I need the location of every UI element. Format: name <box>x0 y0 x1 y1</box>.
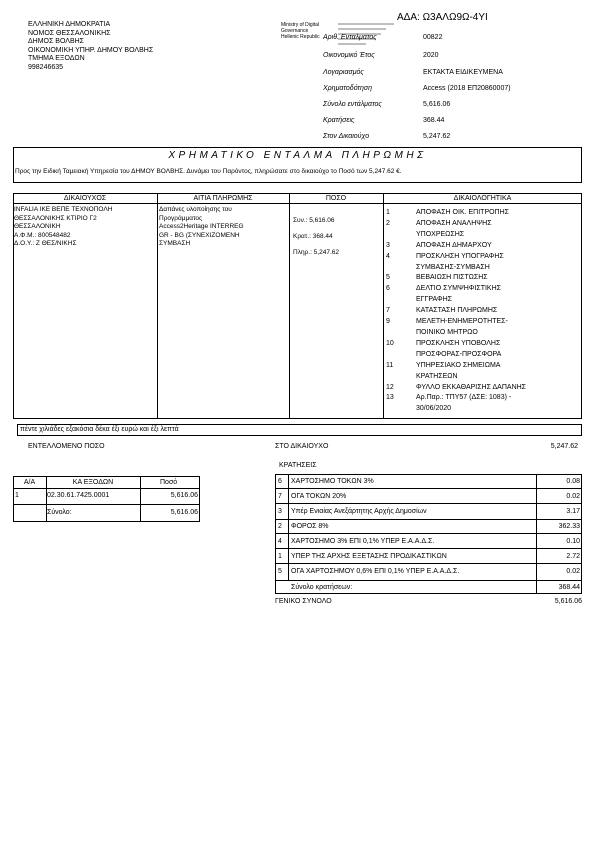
issuer-line: ΔΗΜΟΣ ΒΟΛΒΗΣ <box>28 38 84 46</box>
document-number: 2 <box>386 219 390 227</box>
document-item <box>386 383 581 394</box>
ka-header-amount: Ποσό <box>160 479 178 486</box>
row-divider <box>275 580 582 581</box>
meta-label: Αριθ. Ενταλματος <box>323 34 377 41</box>
meta-label: Λογαριασμός <box>323 69 364 76</box>
withholding-value: 0.10 <box>566 538 580 545</box>
reason-line: ΣΥΜΒΑΣΗ <box>159 240 191 247</box>
grand-total-label: ΓΕΝΙΚΟ ΣΥΝΟΛΟ <box>275 598 332 605</box>
grand-total-value: 5,616.06 <box>554 598 582 605</box>
ada-code: ΑΔΑ: Ω3ΑΛΩ9Ω-4ΥΙ <box>397 12 488 23</box>
document-item <box>386 263 581 274</box>
document-item <box>386 404 581 415</box>
withholding-value: 2.72 <box>566 553 580 560</box>
document-number: 3 <box>386 241 390 249</box>
document-number: 7 <box>386 307 390 315</box>
document-item <box>386 361 581 372</box>
withholding-value: 0.08 <box>566 478 580 485</box>
beneficiary-line: INFALIA ΙΚΕ ΒΕΠΕ ΤΕΧΝΟΠΟΛΗ <box>14 206 113 213</box>
withholding-code: 2 <box>278 523 282 530</box>
page-title: ΧΡΗΜΑΤΙΚΟ ΕΝΤΑΛΜΑ ΠΛΗΡΩΜΗΣ <box>168 150 427 161</box>
issuer-block <box>28 21 153 73</box>
withholding-label: Υπέρ Ενιαίας Ανεξάρτητης Αρχής Δημοσίων <box>291 508 427 515</box>
row-divider <box>275 548 582 549</box>
to-beneficiary-label: ΣΤΟ ΔΙΚΑΙΟΥΧΟ <box>275 443 329 450</box>
meta-label: Χρηματοδότηση <box>323 85 373 92</box>
row-divider <box>275 488 582 489</box>
meta-value: Access (2018 ΕΠ20860007) <box>423 85 511 92</box>
issuer-line: ΕΛΛΗΝΙΚΗ ΔΗΜΟΚΡΑΤΙΑ <box>28 21 111 28</box>
document-item <box>386 252 581 263</box>
withholding-code: 6 <box>278 478 282 485</box>
meta-value: 5,616.06 <box>423 101 451 108</box>
amount-words: πέντε χιλιάδες εξακόσια δέκα έξι ευρώ και έξι λεπτά <box>20 426 179 433</box>
withholding-label: ΟΓΑ ΧΑΡΤΟΣΗΜΟΥ 0,6% ΕΠΙ 0,1% ΥΠΕΡ Ε.Α.Α.Δ.Σ. <box>291 568 460 575</box>
issuer-line: ΤΜΗΜΑ ΕΞΟΔΩΝ <box>28 55 85 63</box>
withholding-code: 4 <box>278 538 282 545</box>
document-text: ΠΡΟΣΦΟΡΑΣ-ΠΡΟΣΦΟΡΑ <box>416 350 502 358</box>
document-text: ΠΡΟΣΚΛΗΣΗ ΥΠΟΒΟΛΗΣ <box>416 339 501 347</box>
document-item <box>386 306 581 317</box>
reason-line: Access2Heritage INTERREG <box>159 223 244 230</box>
amount-line: Πληρ.: 5,247.62 <box>293 249 339 256</box>
issuer-line: 998246635 <box>28 63 64 71</box>
meta-value: 5,247.62 <box>423 133 451 140</box>
document-item <box>386 339 581 350</box>
document-item <box>386 317 581 328</box>
column-divider <box>157 193 158 419</box>
documents-list <box>386 208 581 415</box>
document-number: 1 <box>386 209 390 216</box>
document-text: ΚΑΤΑΣΤΑΣΗ ΠΛΗΡΩΜΗΣ <box>416 307 498 315</box>
withholding-code: 7 <box>278 493 282 500</box>
document-text: ΠΟΙΝΙΚΟ ΜΗΤΡΩΟ <box>416 328 478 336</box>
withholding-label: ΧΑΡΤΟΣΗΜΟ ΤΟΚΩΝ 3% <box>291 478 374 485</box>
row-divider <box>13 504 200 505</box>
row-divider <box>275 533 582 534</box>
meta-label: Σύνολο εντάλματος <box>323 101 382 108</box>
beneficiary-cell <box>14 206 156 249</box>
document-text: ΒΕΒΑΙΩΣΗ ΠΙΣΤΩΣΗΣ <box>416 274 488 282</box>
issuer-line: ΝΟΜΟΣ ΘΕΣΣΑΛΟΝΙΚΗΣ <box>28 29 111 37</box>
document-number: 5 <box>386 274 390 282</box>
document-text: ΣΥΜΒΑΣΗΣ-ΣΥΜΒΑΣΗ <box>416 263 490 271</box>
meta-label: Στον Δικαιούχο <box>323 133 370 140</box>
digital-signature <box>281 22 320 40</box>
reason-line: Δαπάνες υλοποίησης του <box>159 206 232 213</box>
document-number: 9 <box>386 318 390 326</box>
withholding-value: 0.02 <box>566 568 580 575</box>
column-divider <box>383 193 384 419</box>
amount-line: Κρατ.: 368.44 <box>293 233 333 240</box>
withholding-label: ΟΓΑ ΤΟΚΩΝ 20% <box>291 493 347 500</box>
withholdings-total-value: 368.44 <box>558 584 580 591</box>
header-documents: ΔΙΚΑΙΟΛΟΓΗΤΙΚΑ <box>453 195 512 202</box>
meta-value: 368.44 <box>423 117 445 124</box>
document-item <box>386 328 581 339</box>
document-item <box>386 230 581 241</box>
withholding-code: 3 <box>278 508 282 515</box>
row-divider <box>275 519 582 520</box>
document-item <box>386 284 581 295</box>
beneficiary-line: Δ.Ο.Υ.: Ζ ΘΕΣ/ΝΙΚΗΣ <box>14 240 77 247</box>
document-text: ΠΡΟΣΚΛΗΣΗ ΥΠΟΓΡΑΦΗΣ <box>416 252 504 260</box>
withholding-label: ΥΠΕΡ ΤΗΣ ΑΡΧΗΣ ΕΞΕΤΑΣΗΣ ΠΡΟΔΙΚΑΣΤΙΚΩΝ <box>291 553 447 560</box>
document-item <box>386 219 581 230</box>
document-text: ΑΠΟΦΑΣΗ ΑΝΑΛΗΨΗΣ <box>416 219 492 227</box>
amount-cell <box>293 213 381 261</box>
withholding-value: 362.33 <box>558 523 580 530</box>
meta-label: Κρατήσεις <box>323 117 355 124</box>
ordered-amount-label: ΕΝΤΕΛΛΟΜΕΝΟ ΠΟΣΟ <box>28 443 105 450</box>
document-number: 4 <box>386 252 390 260</box>
row-divider <box>275 503 582 504</box>
reason-line: GR - BG (ΣΥΝΕΧΙΖΟΜΕΝΗ <box>159 231 240 239</box>
column-divider <box>288 474 289 581</box>
ka-total-value: 5,616.06 <box>170 509 198 516</box>
withholdings-label: ΚΡΑΤΗΣΕΙΣ <box>279 462 317 469</box>
document-item <box>386 372 581 383</box>
meta-value: 2020 <box>423 52 439 59</box>
document-text: ΦΥΛΛΟ ΕΚΚΑΘΑΡΙΣΗΣ ΔΑΠΑΝΗΣ <box>416 383 527 391</box>
reason-cell <box>159 206 288 249</box>
document-number: 10 <box>386 339 394 347</box>
document-text: ΜΕΛΕΤΗ-ΕΝΗΜΕΡΟΤΗΤΕΣ- <box>416 318 508 326</box>
document-item <box>386 350 581 361</box>
reason-line: Προγράμματος <box>159 214 203 222</box>
ka-row-code: 02.30.61.7425.0001 <box>47 492 110 499</box>
document-number: 6 <box>386 285 390 293</box>
ka-row-aa: 1 <box>15 492 19 499</box>
main-table-header-divider <box>13 203 582 204</box>
document-text: Αρ.Παρ.: ΤΠΥ57 (ΔΣΕ: 1083) - <box>416 394 512 402</box>
document-item <box>386 273 581 284</box>
document-text: ΑΠΟΦΑΣΗ ΔΗΜΑΡΧΟΥ <box>416 241 492 249</box>
document-item <box>386 393 581 404</box>
meta-value: ΕΚΤΑΚΤΑ ΕΙΔΙΚΕΥΜΕΝΑ <box>423 69 503 76</box>
issuer-line: ΟΙΚΟΝΟΜΙΚΗ ΥΠΗΡ. ΔΗΜΟΥ ΒΟΛΒΗΣ <box>28 46 154 54</box>
column-divider <box>289 193 290 419</box>
beneficiary-line: ΘΕΣΣΑΛΟΝΙΚΗ <box>14 223 61 230</box>
document-item <box>386 208 581 219</box>
document-number: 11 <box>386 361 394 369</box>
document-text: ΔΕΛΤΙΟ ΣΥΜΨΗΦΙΣΤΙΚΗΣ <box>416 285 501 293</box>
document-text: ΥΠΟΧΡΕΩΣΗΣ <box>416 230 465 238</box>
withholding-value: 0.02 <box>566 493 580 500</box>
document-text: 30/06/2020 <box>416 405 452 413</box>
title-sentence: Προς την Ειδική Ταμειακή Υπηρεσία του ΔΗΜΟΥ ΒΟΛΒΗΣ. Δυνάμει του Παρόντος, πληρώσατε στο δικαιούχο το Ποσό των 5,247.62 €. <box>15 168 402 175</box>
ka-row-amount: 5,616.06 <box>170 492 198 499</box>
document-item <box>386 295 581 306</box>
signature-line: Governance <box>281 28 309 34</box>
document-text: ΚΡΑΤΗΣΕΩΝ <box>416 372 458 380</box>
ka-header-code: ΚΑ ΕΞΟΔΩΝ <box>72 479 114 486</box>
beneficiary-line: Α.Φ.Μ.: 800548482 <box>14 231 71 239</box>
beneficiary-line: ΘΕΣΣΑΛΟΝΙΚΗΣ ΚΤΙΡΙΟ Γ2 <box>14 214 97 222</box>
amount-line: Συν.: 5,616.06 <box>293 217 335 224</box>
header-amount: ΠΟΣΟ <box>325 195 347 202</box>
header-beneficiary: ΔΙΚΑΙΟΥΧΟΣ <box>63 195 107 202</box>
withholding-label: ΦΟΡΟΣ 8% <box>291 523 329 530</box>
document-number: 12 <box>386 383 394 391</box>
document-number: 13 <box>386 394 394 402</box>
to-beneficiary-value: 5,247.62 <box>550 443 578 450</box>
document-text: ΥΠΗΡΕΣΙΑΚΟ ΣΗΜΕΙΩΜΑ <box>416 361 501 369</box>
meta-value: 00822 <box>423 34 443 41</box>
withholding-code: 5 <box>278 568 282 575</box>
meta-label: Οικονομικό Έτος <box>323 52 375 59</box>
document-text: ΕΓΓΡΑΦΗΣ <box>416 296 452 304</box>
row-divider <box>275 563 582 564</box>
signature-line: Ministry of Digital <box>281 22 320 28</box>
withholding-code: 1 <box>278 553 282 560</box>
withholding-label: ΧΑΡΤΟΣΗΜΟ 3% ΕΠΙ 0,1% ΥΠΕΡ Ε.Α.Α.Δ.Σ. <box>291 538 435 545</box>
signature-line: Hellenic Republic <box>281 34 320 40</box>
withholdings-total-label: Σύνολο κρατήσεων: <box>291 584 353 591</box>
document-item <box>386 241 581 252</box>
header-reason: ΑΙΤΙΑ ΠΛΗΡΩΜΗΣ <box>193 195 253 202</box>
withholding-value: 3.17 <box>566 508 580 515</box>
ka-header-aa: Α/Α <box>23 479 36 486</box>
ka-total-label: Σύνολο: <box>47 509 72 516</box>
document-text: ΑΠΟΦΑΣΗ ΟΙΚ. ΕΠΙΤΡΟΠΗΣ <box>416 209 509 216</box>
